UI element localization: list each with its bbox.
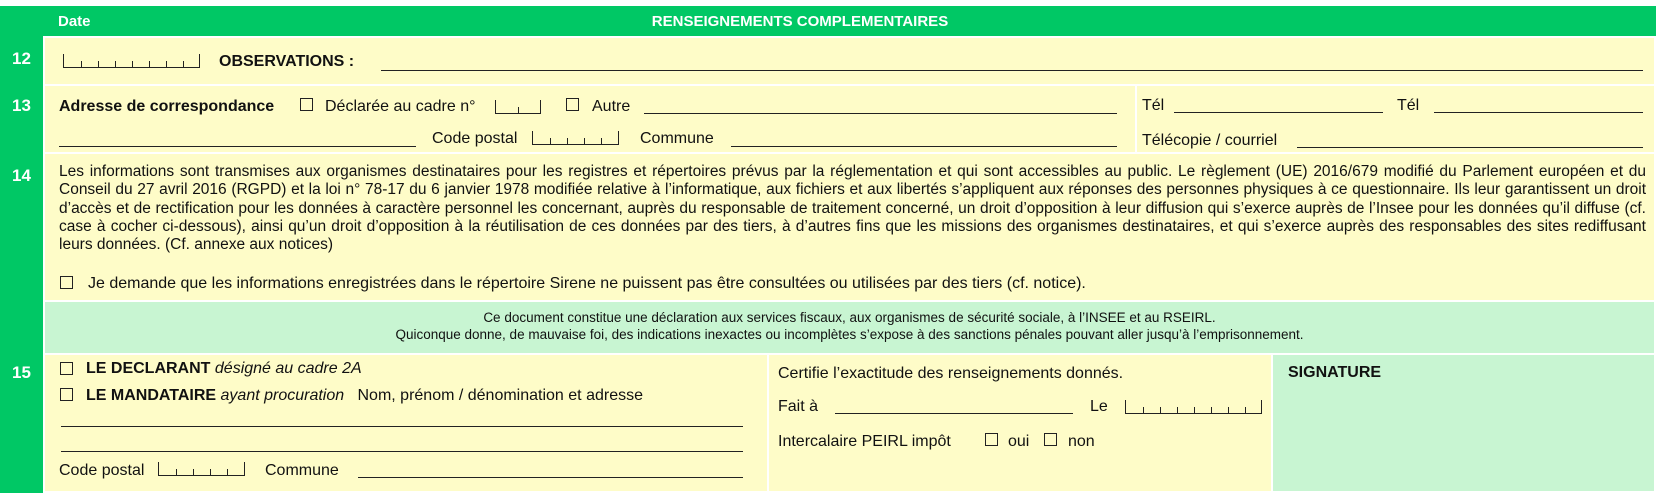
tel1-field[interactable] [1174, 112, 1383, 113]
cadre-number-field[interactable] [495, 100, 541, 114]
fait-label: Fait à [778, 398, 819, 415]
peirl-oui-checkbox[interactable] [985, 433, 998, 446]
observations-field[interactable] [381, 70, 1643, 71]
signature-date-field[interactable] [1125, 400, 1262, 414]
tel2-field[interactable] [1434, 112, 1643, 113]
sirene-opposition-checkbox[interactable] [60, 276, 73, 289]
section-number-15: 15 [12, 363, 31, 382]
mandataire-suffix: Nom, prénom / dénomination et adresse [357, 387, 643, 404]
peirl-non-checkbox[interactable] [1044, 433, 1057, 446]
postal-code-label-15: Code postal [59, 462, 145, 479]
declared-checkbox[interactable] [300, 98, 313, 111]
other-address-checkbox[interactable] [566, 98, 579, 111]
certify-label: Certifie l’exactitude des renseignements donnés. [778, 365, 1124, 382]
privacy-information-text: Les informations sont transmises aux organismes destinataires pour les registres et répertoires prévus par la réglementation et qui sont accessibles au public. Le règlement (UE) 2016/679 modifié du Parlement européen et du Conseil du 27 avril 2016 (RGPD) et la loi n° 78-17 du 6 janvier 1978 modifiée relative à l’informatique, aux fichiers et aux libertés s’appliquent aux réponses des personnes physiques à ce questionnaire. Ils leur garantissent un droit d’accès et de rectification pour les données à caractère personnel les concernant, auprès du responsable de traitement concerné, un droit d’opposition à leur diffusion qui s’exerce auprès de l’Insee pour les données qu’il diffuse (cf. case à cocher ci-dessous), ainsi qu’un droit d’opposition à la réutilisation de ces données par des tiers, à d’autres fins que les missions des organismes destinataires, et qui s’exerce auprès des responsables des sites rediffusant leurs données. (Cf. annexe aux notices) [59, 163, 1646, 254]
postal-code-label-13: Code postal [432, 130, 518, 147]
le-label: Le [1090, 398, 1108, 415]
observations-label: OBSERVATIONS : [219, 53, 355, 70]
declarant-italic: désigné au cadre 2A [214, 360, 362, 377]
header-title: RENSEIGNEMENTS COMPLEMENTAIRES [651, 13, 949, 30]
other-address-field[interactable] [644, 113, 1117, 114]
correspondence-address-label: Adresse de correspondance [59, 98, 275, 115]
mandataire-checkbox[interactable] [60, 388, 73, 401]
commune-field-13[interactable] [731, 146, 1117, 147]
mandataire-address-line-1[interactable] [61, 426, 743, 427]
mandataire-bold: LE MANDATAIRE [86, 387, 217, 404]
tel2-label: Tél [1397, 97, 1420, 114]
fax-email-label: Télécopie / courriel [1142, 132, 1278, 149]
notice-line-1: Ce document constitue une déclaration aux services fiscaux, aux organismes de sécurité sociale, à l’INSEE et au RSEIRL. [483, 310, 1216, 325]
header-date-label: Date [58, 13, 91, 30]
fax-email-field[interactable] [1297, 147, 1643, 148]
mandataire-label [86, 387, 643, 405]
mandataire-italic: ayant procuration [220, 387, 345, 404]
section-number-12: 12 [12, 49, 31, 68]
peirl-label: Intercalaire PEIRL impôt [778, 433, 951, 450]
postal-code-field-15[interactable] [158, 462, 245, 476]
signature-label: SIGNATURE [1288, 364, 1382, 381]
commune-field-15[interactable] [358, 477, 743, 478]
declarant-checkbox[interactable] [60, 362, 73, 375]
commune-label-15: Commune [265, 462, 339, 479]
mandataire-address-line-2[interactable] [61, 451, 743, 452]
observation-date-field[interactable] [63, 54, 200, 68]
other-label: Autre [592, 98, 631, 115]
signature-area[interactable] [1280, 390, 1646, 485]
peirl-oui-label: oui [1008, 433, 1030, 450]
notice-line-2: Quiconque donne, de mauvaise foi, des indications inexactes ou incomplètes s’expose à des sanctions pénales pouvant aller jusqu’à l’emprisonnement. [395, 327, 1304, 342]
declared-label: Déclarée au cadre n° [325, 98, 476, 115]
fait-field[interactable] [835, 413, 1073, 414]
declarant-bold: LE DECLARANT [86, 360, 211, 377]
tel1-label: Tél [1142, 97, 1165, 114]
postal-code-field-13[interactable] [532, 131, 619, 145]
section-number-14: 14 [12, 166, 31, 185]
commune-label-13: Commune [640, 130, 714, 147]
peirl-non-label: non [1068, 433, 1095, 450]
declarant-label [86, 360, 362, 378]
sirene-opposition-label: Je demande que les informations enregistrées dans le répertoire Sirene ne puissent pas être consultées ou utilisées par des tiers (cf. notice). [88, 275, 1086, 292]
left-number-column [0, 6, 43, 493]
address-line-field[interactable] [59, 146, 416, 147]
section-number-13: 13 [12, 96, 31, 115]
